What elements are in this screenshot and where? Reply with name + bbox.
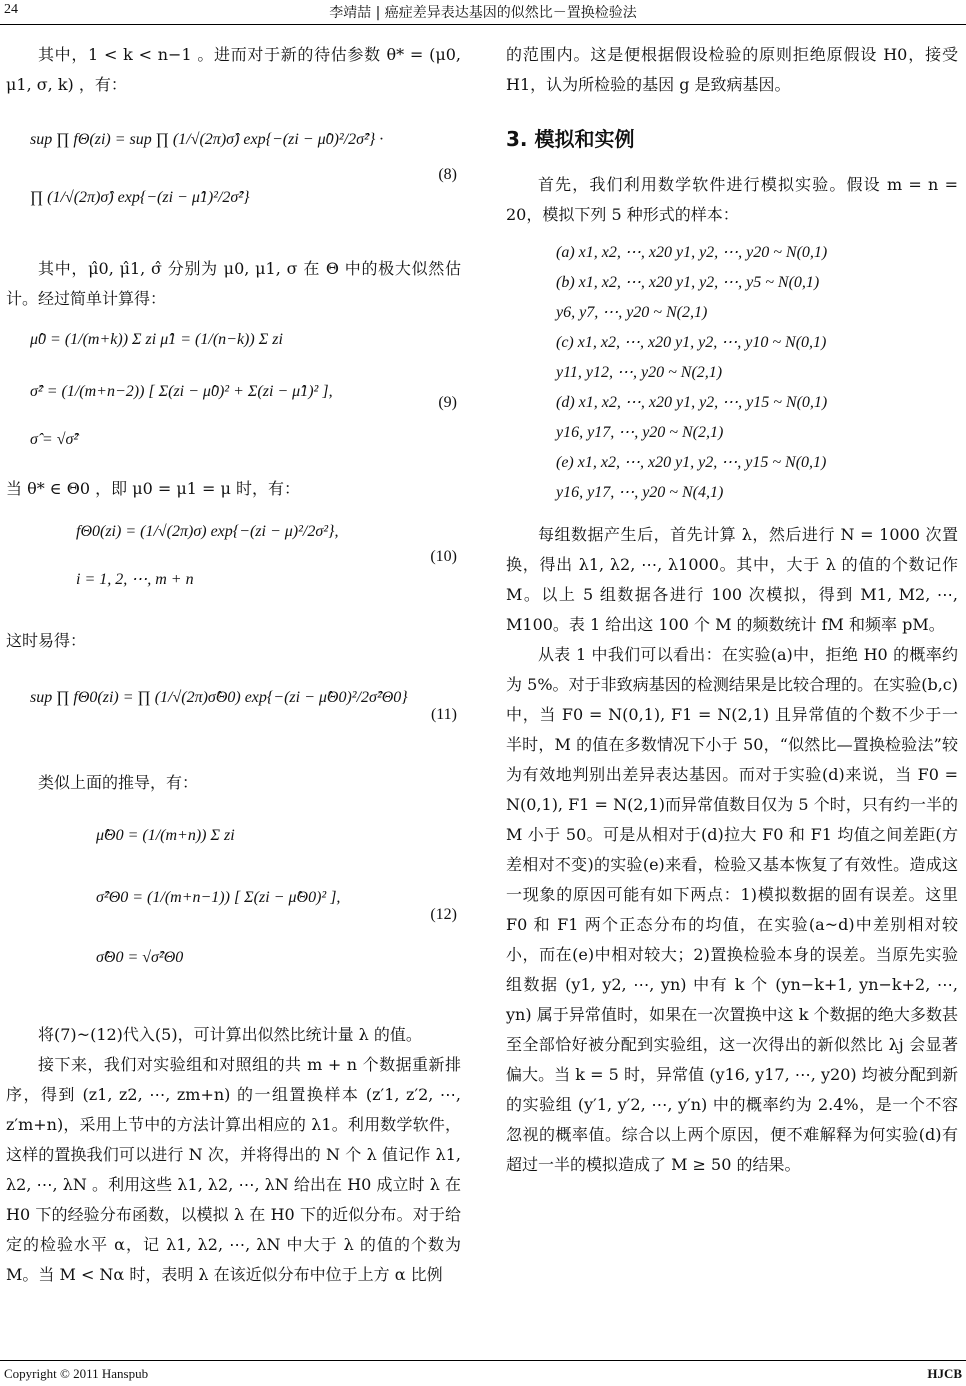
section-title: 3. 模拟和实例 bbox=[506, 127, 635, 151]
eq8-line1: sup ∏ fΘ(zi) = sup ∏ (1/√(2π)σ̂) exp{−(zi − μ̂0)²/2σ̂²} · bbox=[30, 131, 384, 148]
paragraph-params: 其中，1 < k < n−1 。进而对于新的待估参数 θ* = (μ0, μ1, σ, k) ，有： bbox=[6, 45, 461, 94]
eq10-line1: fΘ0(zi) = (1/√(2π)σ) exp{−(zi − μ)²/2σ²}, bbox=[76, 523, 339, 540]
page-footer bbox=[0, 1360, 966, 1386]
paragraph-procedure: 每组数据产生后，首先计算 λ，然后进行 N = 1000 次置换，得出 λ1, λ2, ⋯, λ1000。其中，大于 λ 的值的个数记作 M。以上 5 组数据各进行 100 次模拟，得到 M1, M2, ⋯, M100。表 1 给出这 100 个 M 的频数统计 fM 和频率 pM。 bbox=[506, 525, 958, 634]
eq12-line1: μ̂Θ0 = (1/(m+n)) Σ zi bbox=[96, 827, 235, 844]
header-rule bbox=[0, 24, 966, 25]
sample-e-cont: y16, y17, ⋯, y20 ~ N(4,1) bbox=[556, 484, 724, 501]
equation-12 bbox=[6, 816, 461, 1016]
equation-9 bbox=[6, 320, 461, 470]
eq9-line2: σ̂² = (1/(m+n−2)) [ Σ(zi − μ̂0)² + Σ(zi − μ̂1)² ], bbox=[30, 383, 333, 400]
eq12-number: (12) bbox=[430, 906, 457, 923]
eq10-number: (10) bbox=[430, 548, 457, 565]
right-column bbox=[506, 40, 958, 1180]
sample-d: (d) x1, x2, ⋯, x20 y1, y2, ⋯, y15 ~ N(0,1) bbox=[556, 394, 828, 411]
journal-abbrev: HJCB bbox=[927, 1366, 962, 1381]
equation-11 bbox=[6, 678, 461, 764]
copyright: Copyright © 2011 Hanspub bbox=[4, 1366, 149, 1381]
page-number: 24 bbox=[4, 2, 18, 17]
sample-d-cont: y16, y17, ⋯, y20 ~ N(2,1) bbox=[556, 424, 724, 441]
paragraph-permutation: 接下来，我们对实验组和对照组的共 m + n 个数据重新排序，得到 (z1, z2, ⋯, zm+n) 的一组置换样本 (z′1, z′2, ⋯, z′m+n)，采用上节中的方法计算出相应的 λ1。利用数学软件，这样的置换我们可以进行 N 次，并将得出的 N 个 λ 值记作 λ1, λ2, ⋯, λN 。利用这些 λ1, λ2, ⋯, λN 给出在 H0 成立时 λ 在 H0 下的经验分布函数，以模拟 λ 在 H0 下的近似分布。对于给定的检验水平 α，记 λ1, λ2, ⋯, λN 中大于 λ 的值的个数为 M。当 M < Nα 时，表明 λ 在该近似分布中位于上方 α 比例 bbox=[6, 1055, 461, 1284]
equation-8 bbox=[6, 120, 461, 250]
eq11-number: (11) bbox=[430, 706, 457, 723]
paragraph-null-case: 当 θ* ∈ Θ0 ，即 μ0 = μ1 = μ 时，有： bbox=[6, 479, 301, 498]
sample-b-cont: y6, y7, ⋯, y20 ~ N(2,1) bbox=[556, 304, 708, 321]
paragraph-reject: 的范围内。这是便根据假设检验的原则拒绝原假设 H0，接受 H1，认为所检验的基因 g 是致病基因。 bbox=[506, 45, 958, 94]
sample-a: (a) x1, x2, ⋯, x20 y1, y2, ⋯, y20 ~ N(0,1) bbox=[556, 244, 828, 261]
paragraph-substitute: 将(7)~(12)代入(5)，可计算出似然比统计量 λ 的值。 bbox=[38, 1025, 422, 1044]
eq12-line2: σ̂²Θ0 = (1/(m+n−1)) [ Σ(zi − μ̂Θ0)² ], bbox=[96, 889, 341, 906]
sample-c: (c) x1, x2, ⋯, x20 y1, y2, ⋯, y10 ~ N(0,1) bbox=[556, 334, 827, 351]
sample-list bbox=[506, 238, 958, 508]
paragraph-easy: 这时易得： bbox=[6, 631, 87, 650]
eq9-line3: σ̂ = √σ̂² bbox=[30, 431, 79, 448]
sample-c-cont: y11, y12, ⋯, y20 ~ N(2,1) bbox=[556, 364, 723, 381]
eq11-line1: sup ∏ fΘ0(zi) = ∏ (1/√(2π)σ̂Θ0) exp{−(zi − μ̂Θ0)²/2σ̂²Θ0} bbox=[30, 689, 408, 706]
page-header bbox=[0, 0, 966, 26]
sample-e: (e) x1, x2, ⋯, x20 y1, y2, ⋯, y15 ~ N(0,1) bbox=[556, 454, 827, 471]
eq8-number: (8) bbox=[438, 166, 457, 183]
eq9-number: (9) bbox=[438, 394, 457, 411]
sample-b: (b) x1, x2, ⋯, x20 y1, y2, ⋯, y5 ~ N(0,1) bbox=[556, 274, 820, 291]
eq9-line1: μ̂0 = (1/(m+k)) Σ zi μ̂1 = (1/(n−k)) Σ zi bbox=[30, 331, 283, 348]
eq12-line3: σ̂Θ0 = √σ̂²Θ0 bbox=[96, 949, 184, 966]
running-title: 李靖喆 | 癌症差异表达基因的似然比－置换检验法 bbox=[329, 5, 637, 21]
left-column bbox=[6, 40, 461, 1290]
equation-10 bbox=[6, 512, 461, 622]
paragraph-mle: 其中，μ̂0, μ̂1, σ̂ 分别为 μ0, μ1, σ 在 Θ 中的极大似然估计。经过简单计算得： bbox=[6, 259, 461, 308]
footer-rule bbox=[0, 1360, 966, 1361]
eq10-line2: i = 1, 2, ⋯, m + n bbox=[76, 571, 194, 588]
paragraph-simulation: 首先，我们利用数学软件进行模拟实验。假设 m = n = 20，模拟下列 5 种形式的样本： bbox=[506, 175, 958, 224]
paragraph-similar: 类似上面的推导，有： bbox=[38, 773, 199, 792]
eq8-line2: ∏ (1/√(2π)σ̂) exp{−(zi − μ̂1)²/2σ̂²} bbox=[30, 189, 250, 206]
paragraph-results: 从表 1 中我们可以看出：在实验(a)中，拒绝 H0 的概率约为 5%。对于非致病基因的检测结果是比较合理的。在实验(b,c)中，当 F0 = N(0,1), F1 = N(2,1) 且异常值的个数不少于一半时，M 的值在多数情况下小于 50，“似然比—置换检验法”较为有效地判别出差异表达基因。而对于实验(d)来说，当 F0 = N(0,1), F1 = N(2,1)而异常值数目仅为 5 个时，只有约一半的 M 小于 50。可是从相对于(d)拉大 F0 和 F1 均值之间差距(方差相对不变)的实验(e)来看，检验又基本恢复了有效性。造成这一现象的原因可能有如下两点：1)模拟数据的固有误差。这里 F0 和 F1 两个正态分布的均值，在实验(a~d)中差别相对较小，而在(e)中相对较大；2)置换检验本身的误差。当原先实验组数据 (y1, y2, ⋯, yn) 中有 k 个 (yn−k+1, yn−k+2, ⋯, yn) 属于异常值时，如果在一次置换中这 k 个数据的绝大多数甚至全部恰好被分配到实验组，这一次得出的新似然比 λj 会显著偏大。当 k = 5 时，异常值 (y16, y17, ⋯, y20) 均被分配到新的实验组 (y′1, y′2, ⋯, y′n) 中的概率约为 2.4%，是一个不容忽视的概率值。综合以上两个原因，便不难解释为何实验(d)有超过一半的模拟造成了 M ≥ 50 的结果。 bbox=[506, 645, 958, 1174]
